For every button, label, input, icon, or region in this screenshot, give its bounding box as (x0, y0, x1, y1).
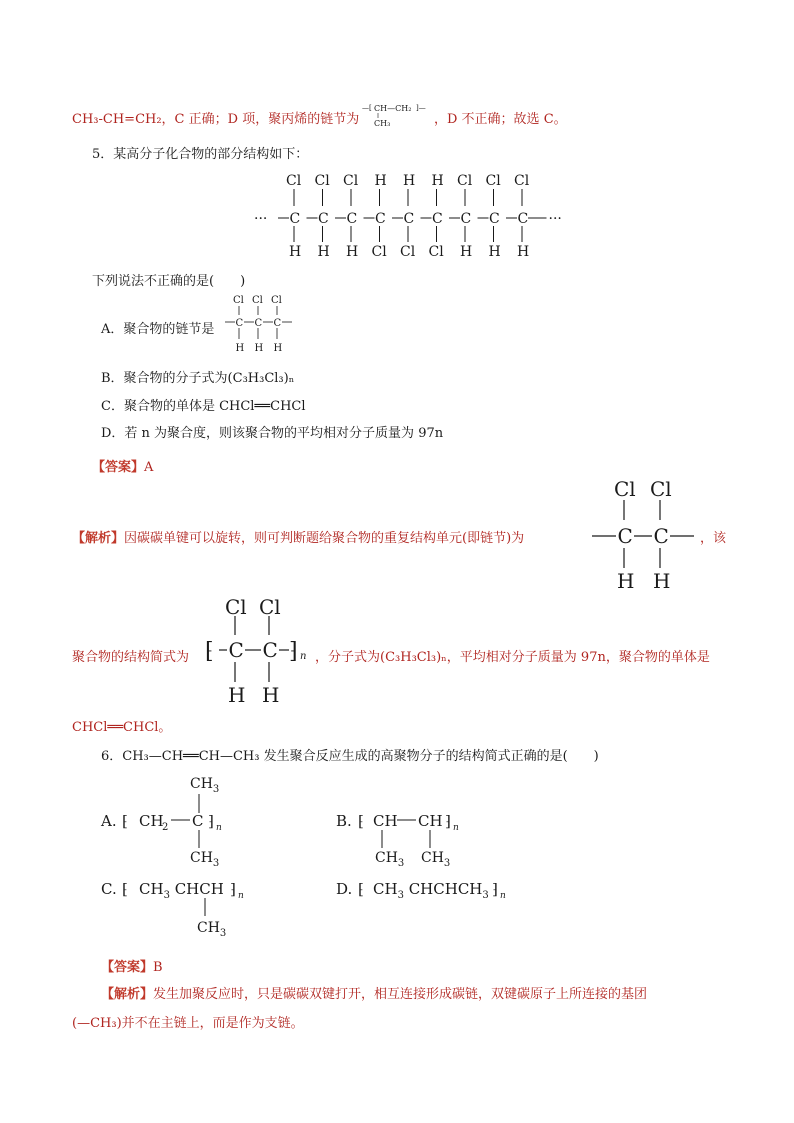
svg-text:—[: —[ (362, 104, 372, 112)
svg-text:⁆: ⁆ (492, 880, 498, 898)
chain-carbon: C (403, 211, 415, 227)
q5-analysis-tag: 【解析】 (72, 531, 125, 546)
q5-analysis-line1 (72, 527, 524, 546)
chain-carbon: C (489, 211, 500, 227)
chain-top-atom: Cl (286, 173, 302, 189)
chain-ellipsis-right: ··· (548, 211, 562, 227)
q6-analysis-text2: (—CH₃)并不在主链上，而是作为支链。 (72, 1016, 304, 1031)
svg-text:⁆: ⁆ (208, 812, 214, 830)
chain-carbon: C (346, 211, 358, 227)
unit-bottom-label: CH₃ (374, 119, 391, 128)
chain-bottom-atom: H (517, 244, 530, 260)
polymer-carbon: C (228, 638, 244, 662)
chain-bottom-atom: H (289, 244, 302, 260)
q6-option-c-label: C. (101, 880, 117, 898)
chain-top-atom: Cl (514, 173, 530, 189)
polymer-n: n (300, 651, 307, 662)
unit-bottom-atom: H (617, 569, 635, 593)
q5-option-a-label: A．聚合物的链节是 (101, 322, 215, 337)
q6-option-a-label: A. (101, 812, 117, 830)
svg-text:CH3 CHCHCH3: $CH_3$ $CHCHCH_3$ (373, 880, 489, 901)
chain-top-atom: H (403, 173, 416, 189)
chain-bottom-atom: H (346, 244, 359, 260)
q5-analysis-text3: CHCl══CHCl。 (72, 720, 172, 735)
svg-text:CH3: $CH_3$ (190, 850, 220, 869)
opt-a-bottom-atom: H (235, 343, 245, 354)
chain-ellipsis-left: ··· (254, 211, 268, 227)
polymer-top-atom: Cl (259, 598, 281, 619)
bracket-left: ⁅ (205, 639, 214, 664)
q6-option-d-label: D. (336, 880, 353, 898)
q6-answer-value: B (153, 960, 163, 975)
q6-answer-tag: 【答案】 (101, 960, 154, 975)
chain-bottom-atom: H (317, 244, 330, 260)
opt-a-carbon: C (254, 318, 263, 329)
unit-carbon: C (653, 524, 669, 548)
chain-top-atom: Cl (314, 173, 330, 189)
svg-text:⁅: ⁅ (358, 812, 364, 830)
unit-top-atom: Cl (614, 477, 636, 501)
chain-carbon: C (375, 211, 386, 227)
q5-analysis-text1: 因碳碳单键可以旋转，则可判断题给聚合物的重复结构单元(即链节)为 (124, 531, 525, 546)
opt-a-top-atom: Cl (271, 295, 282, 306)
svg-text:⁆: ⁆ (230, 880, 236, 898)
chain-bottom-atom: Cl (400, 244, 416, 260)
q5-option-d: D．若 n 为聚合度，则该聚合物的平均相对分子质量为 97n (101, 426, 444, 441)
chain-top-atom: Cl (485, 173, 501, 189)
q6-analysis-text1: 发生加聚反应时，只是碳碳双键打开，相互连接形成碳链，双键碳原子上所连接的基团 (153, 987, 648, 1002)
polypropylene-repeat-unit (362, 100, 434, 128)
q5-answer-value: A (144, 460, 154, 475)
unit-top-atom: Cl (650, 477, 672, 501)
svg-text:CH3: $CH_3$ (197, 920, 227, 939)
unit-carbon: C (617, 524, 633, 548)
q5-answer (92, 456, 153, 475)
q5-stem: 5．某高分子化合物的部分结构如下： (92, 147, 309, 162)
q5-option-c: C．聚合物的单体是 CHCl══CHCl (101, 399, 306, 414)
q6-answer (101, 956, 163, 975)
q6-stem: 6．CH₃—CH══CH—CH₃ 发生聚合反应生成的高聚物分子的结构简式正确的是( ) (101, 749, 599, 764)
chain-top-atom: Cl (457, 173, 473, 189)
svg-text:n: n (453, 823, 459, 833)
opt-a-carbon: C (235, 318, 244, 329)
svg-text:⁅: ⁅ (358, 880, 364, 898)
svg-text:⁅: ⁅ (122, 880, 128, 898)
q5-option-a-structure (220, 293, 300, 359)
q5-answer-tag: 【答案】 (92, 460, 145, 475)
q6-analysis-tag: 【解析】 (101, 987, 154, 1002)
svg-text:n: n (500, 891, 506, 901)
svg-text:n: n (216, 823, 222, 833)
svg-text:C: C (192, 812, 204, 830)
chain-top-atom: H (431, 173, 444, 189)
svg-text:n: n (238, 891, 244, 901)
chain-carbon: C (460, 211, 472, 227)
opt-a-top-atom: Cl (252, 295, 263, 306)
unit-bottom-atom: H (653, 569, 671, 593)
q5-analysis-repeat-unit (590, 476, 700, 594)
polymer-bottom-atom: H (262, 683, 280, 707)
q6-a-ch: CH (139, 812, 164, 830)
svg-text:CH3 CHCH: $CH_3$ CHCH (139, 880, 224, 901)
polymer-carbon: C (262, 638, 278, 662)
q5-analysis-text2-tail: ，分子式为(C₃H₃Cl₃)ₙ，平均相对分子质量为 97n，聚合物的单体是 (315, 650, 710, 665)
chain-carbon: C (517, 211, 529, 227)
prev-answer-lead: CH₃-CH=CH₂，C 正确；D 项，聚丙烯的链节为 (72, 112, 360, 127)
chain-bottom-atom: Cl (371, 244, 387, 260)
chain-carbon: C (318, 211, 329, 227)
q5-analysis-text2: 聚合物的结构简式为 (72, 650, 190, 665)
chain-carbon: C (432, 211, 443, 227)
chain-carbon: C (289, 211, 301, 227)
svg-text:CH3: $CH_3$ (190, 776, 220, 795)
polymer-top-atom: Cl (225, 598, 247, 619)
opt-a-carbon: C (273, 318, 282, 329)
chain-top-atom: H (374, 173, 387, 189)
chain-bottom-atom: H (460, 244, 473, 260)
chain-bottom-atom: Cl (428, 244, 444, 260)
svg-text:⁆: ⁆ (445, 812, 451, 830)
chain-top-atom: Cl (343, 173, 359, 189)
q5-analysis-text1-end: ，该 (700, 531, 727, 546)
q6-option-b-label: B. (336, 812, 352, 830)
svg-text:CH3: $CH_3$ (375, 850, 405, 869)
svg-text:CH (139, 812, 164, 830)
q5-question: 下列说法不正确的是( ) (92, 274, 246, 289)
bracket-right: ⁆ (289, 639, 298, 664)
opt-a-bottom-atom: H (254, 343, 264, 354)
q5-option-b: B．聚合物的分子式为(C₃H₃Cl₃)ₙ (101, 371, 295, 386)
q6-analysis-line1 (101, 983, 647, 1002)
q6-options-structures (95, 768, 655, 944)
svg-text:CH3: $CH_3$ (421, 850, 451, 869)
polymer-bottom-atom: H (228, 683, 246, 707)
svg-text:CH: CH (373, 812, 398, 830)
q5-polymer-chain-diagram (250, 168, 570, 260)
opt-a-bottom-atom: H (273, 343, 283, 354)
prev-answer-tail: ，D 不正确；故选 C。 (434, 112, 567, 127)
svg-text:CH: CH (418, 812, 443, 830)
svg-text:]—: ]— (416, 104, 426, 112)
q5-analysis-polymer-formula (205, 598, 315, 708)
svg-text:2: 2 (162, 822, 169, 833)
svg-text:⁅: ⁅ (122, 812, 128, 830)
opt-a-top-atom: Cl (233, 295, 244, 306)
chain-bottom-atom: H (488, 244, 501, 260)
unit-top-label: CH—CH₂ (374, 104, 412, 113)
